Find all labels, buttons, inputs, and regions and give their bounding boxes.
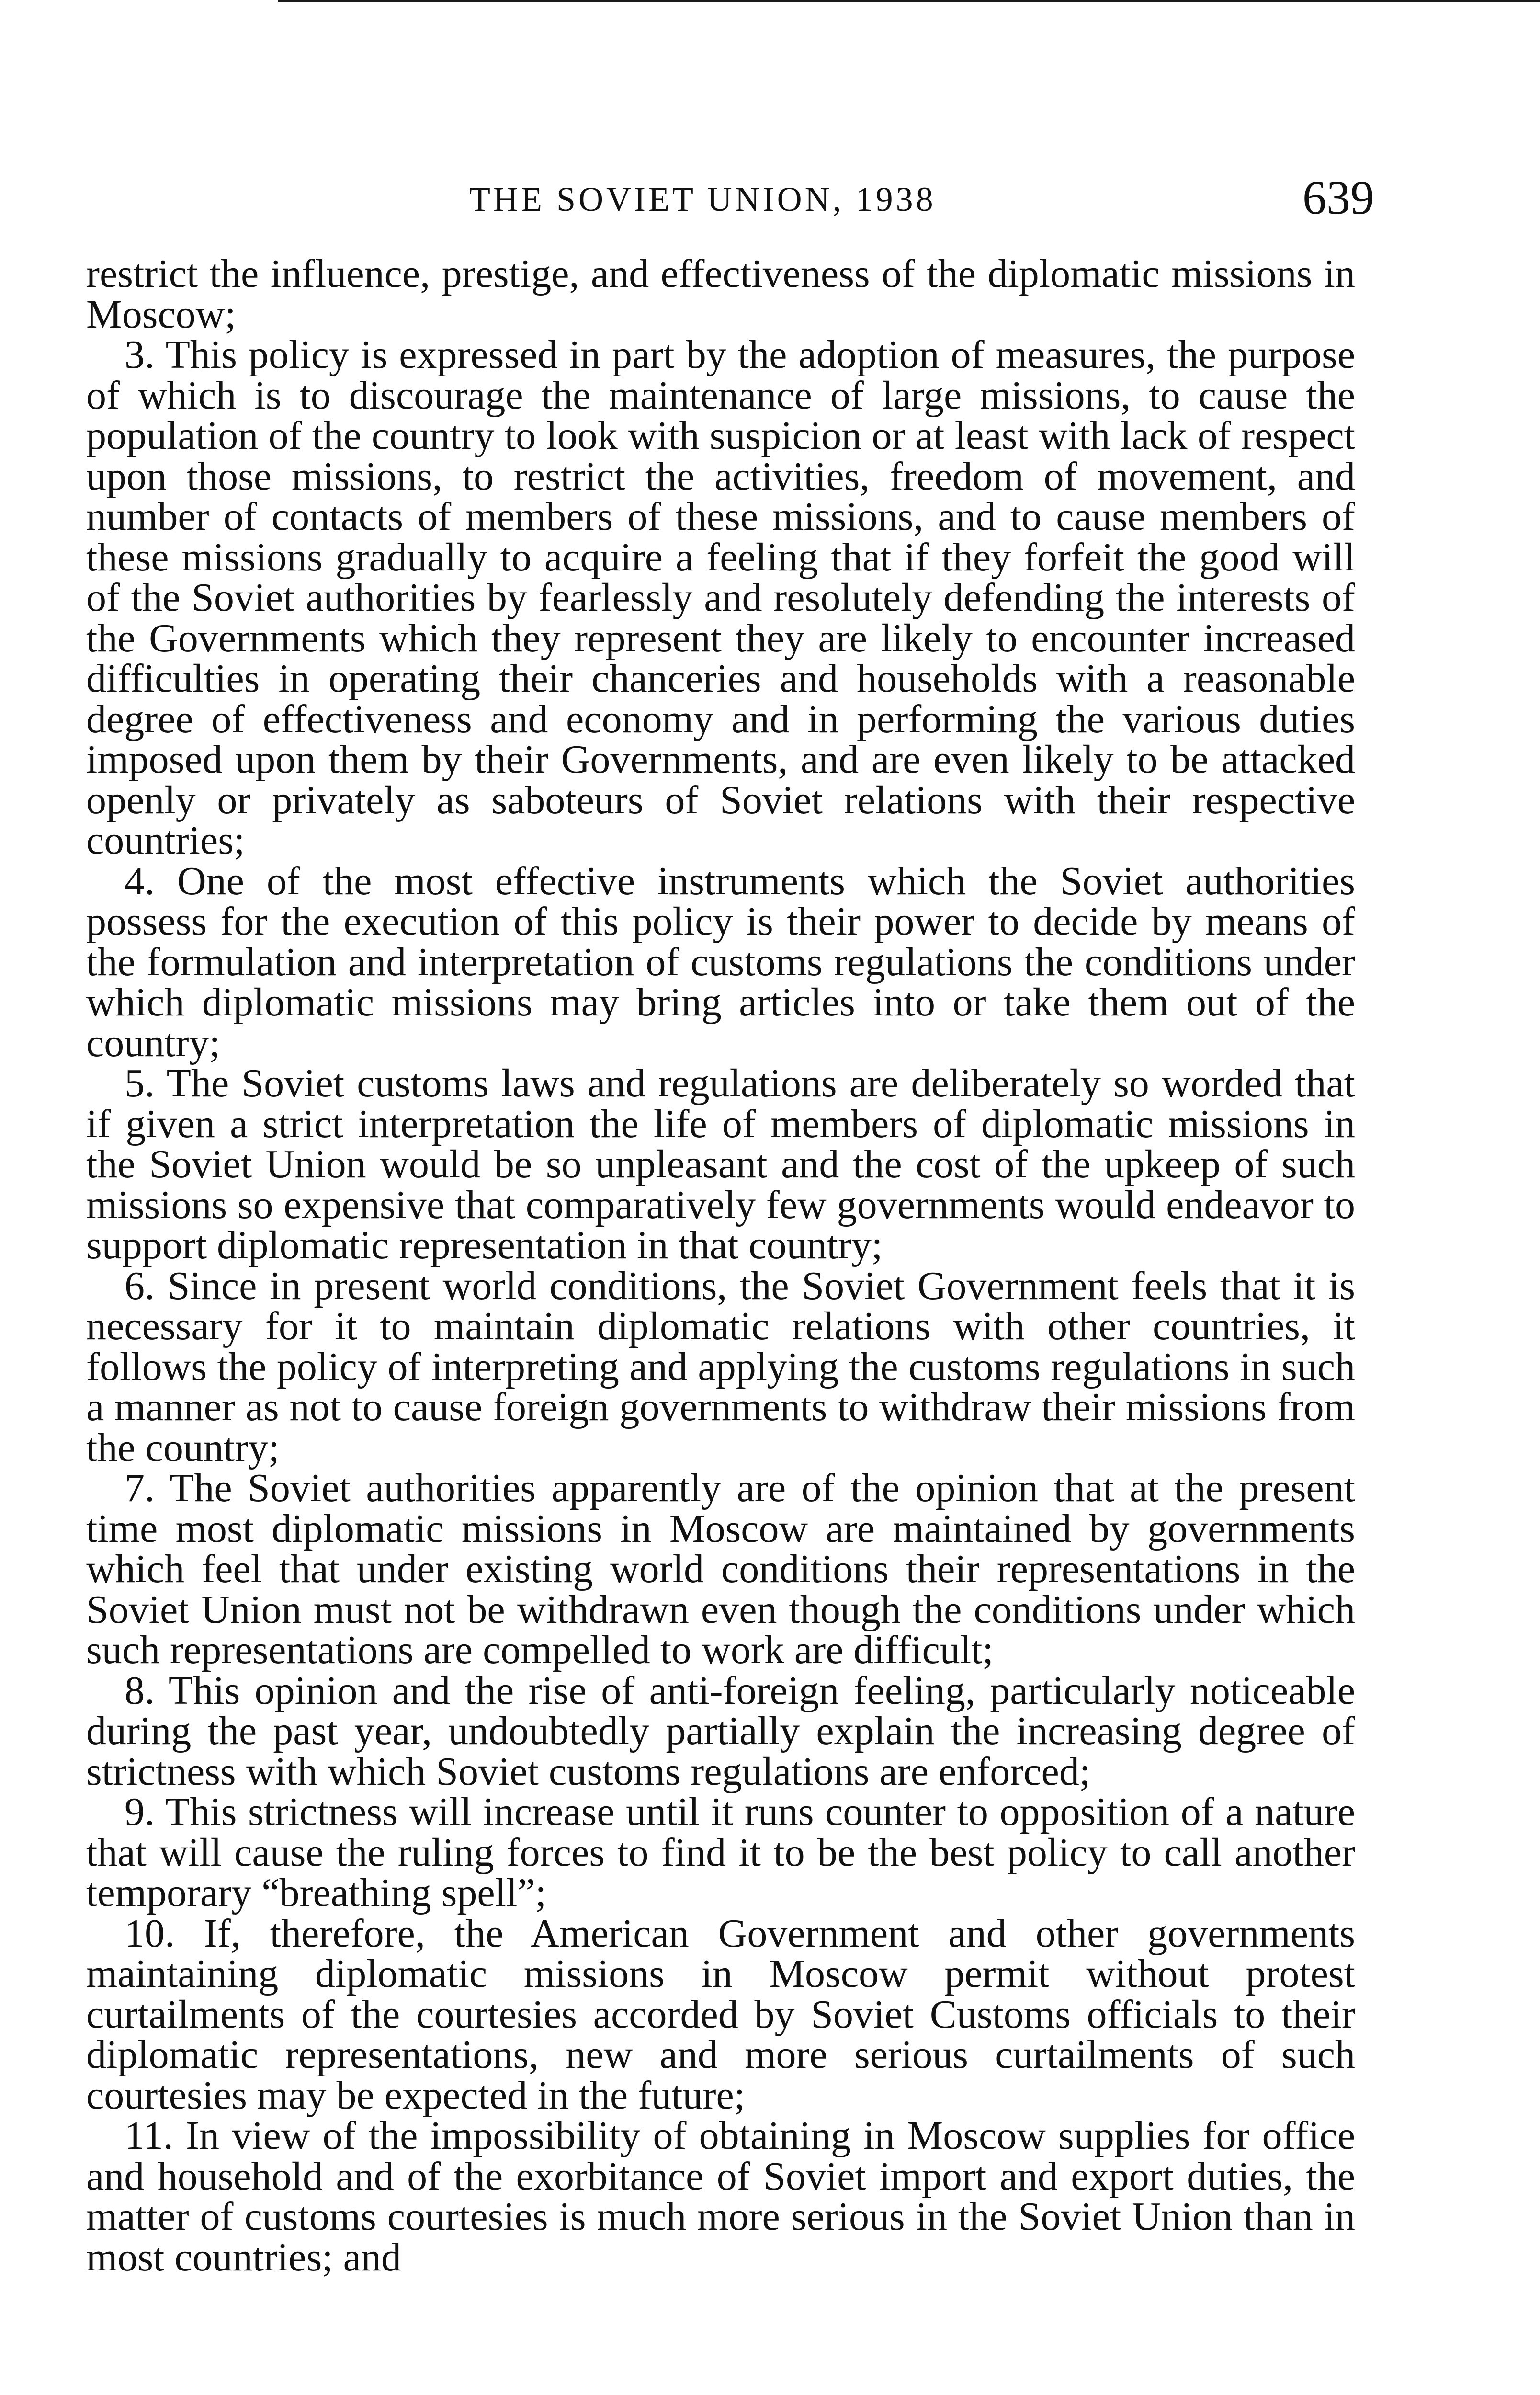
running-title: THE SOVIET UNION, 1938: [469, 180, 936, 218]
paragraph-6: 6. Since in present world conditions, the Soviet Government feels that it is necessary for it to maintain diplomatic relations with other countries, it follows the policy of interpreting and applying the customs regulations in such a manner as not to cause foreign governments to withdraw their missions from the country;: [86, 1263, 1355, 1470]
paragraph-11: 11. In view of the impossibility of obtaining in Moscow supplies for office and household and of the exorbitance of Soviet import and export duties, the matter of customs courtesies is much more serious in the Soviet Union than in most countries; and: [86, 2113, 1355, 2280]
paragraph-9: 9. This strictness will increase until it runs counter to opposition of a nature that will cause the ruling forces to find it to be the best policy to call another temporary “breathing spell”;: [86, 1790, 1355, 1915]
paragraph-7: 7. The Soviet authorities apparently are of the opinion that at the present time most diplomatic missions in Moscow are maintained by governments which feel that under existing world conditions their representations in the Soviet Union must not be withdrawn even though the conditions under which such representations are compelled to work are difficult;: [86, 1466, 1355, 1672]
paragraph-10: 10. If, therefore, the American Government and other governments maintaining diplomatic missions in Moscow permit without protest curtailments of the courtesies accorded by Soviet Customs officials to their diplomatic representations, new and more serious curtailments of such courtesies may be expected in the future;: [86, 1911, 1355, 2118]
paragraph-4: 4. One of the most effective instruments which the Soviet authorities possess for the execution of this policy is their power to decide by means of the formulation and interpretation of customs regulations the conditions under which diplomatic missions may bring articles into or take them out of the country;: [86, 858, 1355, 1065]
running-head: [81, 170, 1374, 228]
page-number: 639: [1302, 171, 1374, 224]
paragraph-continuation: restrict the influence, prestige, and effectiveness of the diplomatic missions in Moscow;: [86, 251, 1355, 337]
paragraph-8: 8. This opinion and the rise of anti-foreign feeling, particularly noticeable during the past year, undoubtedly partially explain the increasing degree of strictness with which Soviet customs regulations are enforced;: [86, 1668, 1355, 1794]
top-rule: [278, 0, 1540, 2]
paragraph-3: 3. This policy is expressed in part by the adoption of measures, the purpose of which is to discourage the maintenance of large missions, to cause the population of the country to look with suspicion or at least with lack of respect upon those missions, to restrict the activities, freedom of movement, and number of contacts of members of these missions, and to cause members of these missions gradually to acquire a feeling that if they forfeit the good will of the Soviet authorities by fearlessly and resolutely defending the interests of the Governments which they represent they are likely to encounter increased difficulties in operating their chanceries and households with a reasonable degree of effectiveness and economy and in performing the various duties imposed upon them by their Governments, and are even likely to be attacked openly or privately as saboteurs of Soviet relations with their respective countries;: [86, 332, 1355, 863]
paragraph-5: 5. The Soviet customs laws and regulations are deliberately so worded that if given a strict interpretation the life of members of diplomatic missions in the Soviet Union would be so unpleasant and the cost of the upkeep of such missions so expensive that comparatively few governments would endeavor to support diplomatic representation in that country;: [86, 1061, 1355, 1267]
body-text: [86, 251, 1355, 2280]
